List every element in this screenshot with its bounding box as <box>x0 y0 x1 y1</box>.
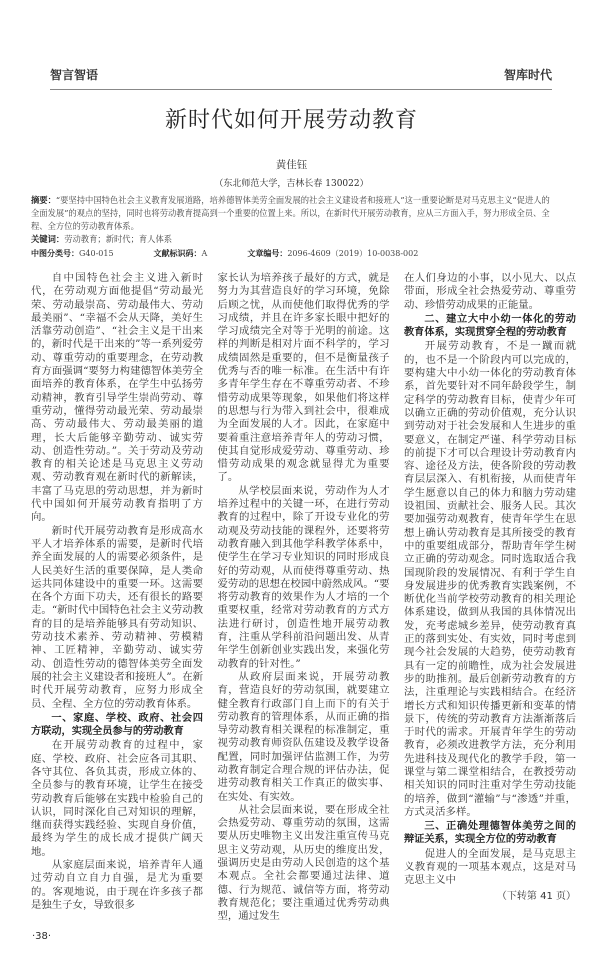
classification <box>31 247 114 260</box>
paragraph: 从学校层面来说，劳动作为人才培养过程中的关键一环，在进行劳动教育的过程中，除了开设专业化的劳动观及劳动技能的课程外，还要将劳动教育融入到其他学科教学体系中，使学生在学习专业知识的同时形成良好的劳动观，从而使得尊重劳动、热爱劳动的思想在校园中蔚然成风。“要将劳动教育的效果作为人才培的一个重要权重，经常对劳动教育的方式方法进行研讨，创造性地开展劳动教育，注重从学科前沿问题出发、从青年学生创新创业实践出发，来强化劳动教育的针对性。” <box>217 484 390 670</box>
column-3 <box>404 272 576 924</box>
keywords-text: 劳动教育；新时代；育人体系 <box>64 234 173 244</box>
paragraph: 家长认为培养孩子最好的方式，就是努力为其营造良好的学习环境，免除后顾之忧，从而使他们取得优秀的学习成绩，并且在许多家长眼中把好的学习成绩完全对等于光明的前途。这样的判断是相对片面不科学的，学习成绩固然是重要的，但不是衡量孩子优秀与否的唯一标准。在生活中有许多青年学生存在不尊重劳动者、不珍惜劳动成果等现象，如果他们将这样的思想与行为带入到社会中，很难成为全面发展的人才。因此，在家庭中要着重注意培养青年人的劳动习惯，使其自觉形成爱劳动、尊重劳动、珍惜劳动成果的观念就显得尤为重要了。 <box>217 272 390 484</box>
article-no <box>247 247 418 260</box>
paragraph: 新时代开展劳动教育是形成高水平人才培养体系的需要，是新时代培养全面发展的人的需要必须条件，是人民美好生活的重要保障，是人类命运共同体建设中的重要一环。这需要在各个方面下功夫，还有很长的路要走。“新时代中国特色社会主义劳动教育的目的是培养能够具有劳动知识、劳动技术素养、劳动精神、劳模精神、工匠精神，辛勤劳动、诚实劳动、创造性劳动的德智体美劳全面发展的社会主义建设者和接班人”。在新时代开展劳动教育，应努力形成全员、全程、全方位的劳动教育体系。 <box>31 524 203 710</box>
classification-value: G40-015 <box>79 249 114 258</box>
affiliation: （东北师范大学，吉林长春 130022） <box>214 179 369 189</box>
article-title: 新时代如何开展劳动教育 <box>164 108 418 133</box>
paragraph: 自中国特色社会主义进入新时代，在劳动观方面他提倡“劳动最光荣、劳动最崇高、劳动最伟大、劳动最美丽”、“幸福不会从天降，美好生活靠劳动创造”、“社会主义是干出来的，新时代是干出来的”等一系列爱劳动、尊重劳动的重要理念，在劳动教育方面强调“要努力构建德智体美劳全面培养的教育体系，在学生中弘扬劳动精神，教育引导学生崇尚劳动、尊重劳动，懂得劳动最光荣、劳动最崇高、劳动最伟大、劳动最美丽的道理，长大后能够辛勤劳动、诚实劳动、创造性劳动。”。关于劳动及劳动教育的相关论述是马克思主义劳动观、劳动教育观在新时代的新解读，丰富了马克思的劳动思想，并为新时代中国如何开展劳动教育指明了方向。 <box>31 272 203 524</box>
section-heading-1: 一、家庭、学校、政府、社会四方联动，实现全员参与的劳动教育 <box>31 712 203 738</box>
journal-name: 智库时代 <box>503 68 552 82</box>
running-header <box>50 66 552 90</box>
doc-code <box>154 247 208 260</box>
article-no-value: 2096-4609（2019）10-0038-002 <box>287 249 419 258</box>
column-1 <box>31 272 203 924</box>
continued-note: （下转第 41 页） <box>496 890 576 902</box>
article-meta <box>31 247 552 260</box>
paragraph: 从社会层面来说，要在形成全社会热爱劳动、尊重劳动的氛围，这需要从历史唯物主义出发注重宣传马克思主义劳动观，从历史的维度出发，强调历史是由劳动人民创造的这个基本观点。全社会都要通过法律、道德、行为规范、诚信等方面，将劳动教育规范化；要注重通过优秀劳动典型，通过发生 <box>217 803 390 923</box>
paragraph: 从政府层面来说，开展劳动教育，营造良好的劳动氛围，就要建立健全教育行政部门自上而下的有关于劳动教育的管理体系，从而正确的指导劳动教育相关课程的标准制定，重视劳动教育师资队伍建设及教学设备配置，同时加强评估监测工作，为劳动教育制定合理合规的评估办法，促进劳动教育相关工作真正的做实事、在实处、有实效。 <box>217 670 390 803</box>
section-heading-3: 三、正确处理德智体美劳之间的辩证关系，实现全方位的劳动教育 <box>404 821 576 846</box>
paragraph: 从家庭层面来说，培养青年人通过劳动自立自力自强，是尤为重要的。客观地说，由于现在许多孩子都是独生子女，导致很多 <box>31 859 203 911</box>
paragraph: 开展劳动教育，不是一蹴而就的，也不是一个阶段内可以完成的，要构建大中小幼一体化的劳动教育体系，首先要针对不同年龄段学生，制定科学的劳动教育目标，使青少年可以确立正确的劳动价值观，充分认识到劳动对于社会发展和人生进步的重要意义，在制定严谨、科学劳动目标的前提下才可以合理设计劳动教育内容、途径及方法，使各阶段的劳动教育层层深入、有机衔接，从而使青年学生愿意以自己的体力和脑力劳动建设祖国、贡献社会、服务人民。其次要加强劳动观教育，使青年学生在思想上确认劳动教育是其所接受的教育中的重要组成部分，帮助青年学生树立正确的劳动观念。同时选取适合我国现阶段的发展情况、有利于学生自身发展进步的优秀教育实践案例，不断优化当前学校劳动教育的相关理论体系建设，做到从我国的具体情况出发，充考虑城乡差异，使劳动教育真正的落到实处、有实效，同时考虑到现今社会发展的大趋势，使劳动教育具有一定的前瞻性，成为社会发展进步的助推剂。最后创新劳动教育的方法，注重理论与实践相结合。在经济增长方式和知识传播更新和变革的情景下，传统的劳动教育方法渐渐落后于时代的需求。开展青年学生的劳动教育，必须改进教学方法，充分利用先进科技及现代化的教学手段，第一课堂与第二课堂相结合，在教授劳动相关知识的同时注重对学生劳动技能的培养，做到“灌输”与“渗透”并重，方式灵活多样。 <box>404 340 576 818</box>
paragraph: 在开展劳动教育的过程中，家庭、学校、政府、社会应各司其职、各守其位、各负其责，形成立体的、全员参与的教育环境，让学生在接受劳动教育后能够在实践中检验自己的认识，同时深化自己对知识的理解，继而获得实践经验、实现自身价值，最终为学生的成长成才提供广阔天地。 <box>31 739 203 858</box>
abstract <box>31 194 552 246</box>
paragraph: 在人们身边的小事，以小见大、以点带面，形成全社会热爱劳动、尊重劳动、珍惜劳动成果的正能量。 <box>404 272 576 311</box>
paragraph: 促进人的全面发展，是马克思主义教育观的一项基本观点，这是对马克思主义中 <box>404 847 576 887</box>
section-heading-2: 二、建立大中小幼一体化的劳动教育体系，实现贯穿全程的劳动教育 <box>404 313 576 339</box>
page-number: ·38· <box>32 930 52 942</box>
doc-code-value: A <box>201 249 208 258</box>
author: 黄佳钰 <box>275 159 308 171</box>
keywords-label: 关键词： <box>31 234 65 244</box>
doc-code-label: 文献标识码： <box>153 249 202 258</box>
section-label: 智言智语 <box>50 68 99 82</box>
column-2 <box>218 272 390 924</box>
classification-label: 中图分类号： <box>31 249 79 258</box>
article-no-label: 文章编号： <box>247 249 288 258</box>
body-columns <box>31 272 576 924</box>
abstract-text: “要坚持中国特色社会主义教育发展道路，培养德智体美劳全面发展的社会主义建设者和接班人”这一重要论断是对马克思主义“促进人的全面发展”的观点的坚持，同时也将劳动教育提高到一个重要的位置上来。所以，在新时代开展劳动教育，应从三方面入手，努力形成全员、全程、全方位的劳动教育体系。 <box>31 195 550 231</box>
keywords <box>31 233 552 246</box>
abstract-label: 摘要： <box>31 195 56 205</box>
